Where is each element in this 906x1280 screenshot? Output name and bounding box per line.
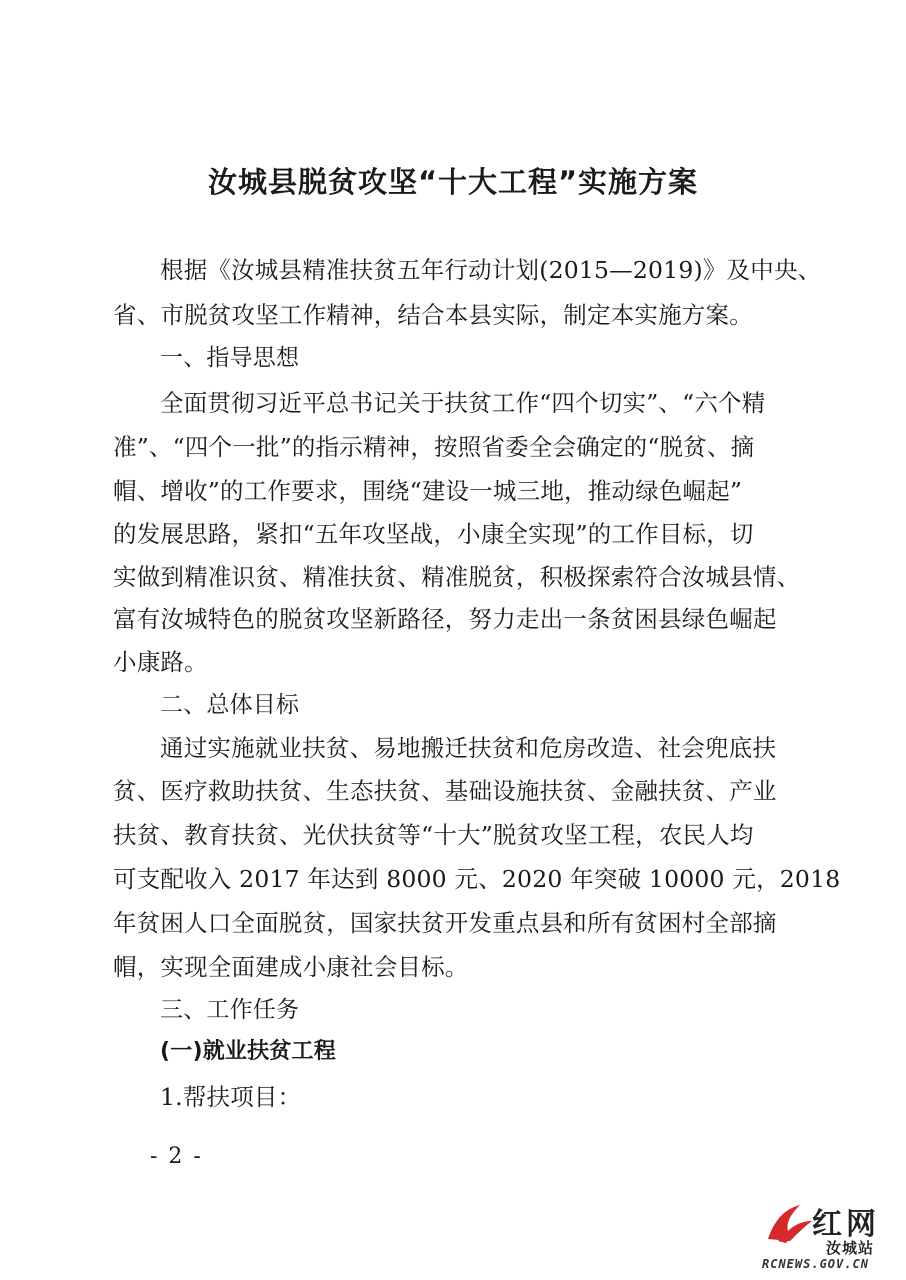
- section-heading-guiding-thought: 一、指导思想: [160, 345, 300, 371]
- body-line: 根据《汝城县精准扶贫五年行动计划(2015—2019)》及中央、: [160, 256, 822, 284]
- section-heading-overall-goal: 二、总体目标: [160, 692, 300, 718]
- document-title: 汝城县脱贫攻坚“十大工程”实施方案: [207, 165, 699, 199]
- site-watermark: [760, 1195, 900, 1275]
- body-line: 帽，实现全面建成小康社会目标。: [113, 953, 469, 981]
- body-line: 实做到精准识贫、精准扶贫、精准脱贫，积极探索符合汝城县情、: [113, 563, 801, 591]
- body-line: 年贫困人口全面脱贫，国家扶贫开发重点县和所有贫困村全部摘: [113, 909, 777, 937]
- body-line: 贫、医疗救助扶贫、生态扶贫、基础设施扶贫、金融扶贫、产业: [113, 777, 777, 805]
- body-line: 可支配收入 2017 年达到 8000 元、2020 年突破 10000 元，2018: [113, 865, 841, 893]
- body-line: 省、市脱贫攻坚工作精神，结合本县实际，制定本实施方案。: [113, 301, 753, 329]
- body-line: 的发展思路，紧扣“五年攻坚战，小康全实现”的工作目标，切: [113, 520, 754, 548]
- body-line: 帽、增收”的工作要求，围绕“建设一城三地，推动绿色崛起”: [113, 477, 743, 505]
- section-heading-work-tasks: 三、工作任务: [160, 997, 300, 1023]
- subsection-heading-employment: (一)就业扶贫工程: [160, 1039, 336, 1064]
- body-line: 准”、“四个一批”的指示精神，按照省委全会确定的“脱贫、摘: [113, 433, 755, 461]
- watermark-station: 汝城站: [826, 1239, 875, 1257]
- watermark-url: RCNEWS.GOV.CN: [762, 1257, 869, 1271]
- body-line: 1.帮扶项目：: [160, 1083, 302, 1111]
- body-line: 全面贯彻习近平总书记关于扶贫工作“四个切实”、“六个精: [160, 389, 766, 417]
- watermark-brand: 红网: [812, 1207, 880, 1242]
- body-line: 富有汝城特色的脱贫攻坚新路径，努力走出一条贫困县绿色崛起: [113, 605, 777, 633]
- body-line: 小康路。: [113, 648, 208, 676]
- page-number: - 2 -: [150, 1144, 203, 1169]
- body-line: 通过实施就业扶贫、易地搬迁扶贫和危房改造、社会兜底扶: [160, 734, 777, 762]
- body-line: 扶贫、教育扶贫、光伏扶贫等“十大”脱贫攻坚工程，农民人均: [113, 821, 754, 849]
